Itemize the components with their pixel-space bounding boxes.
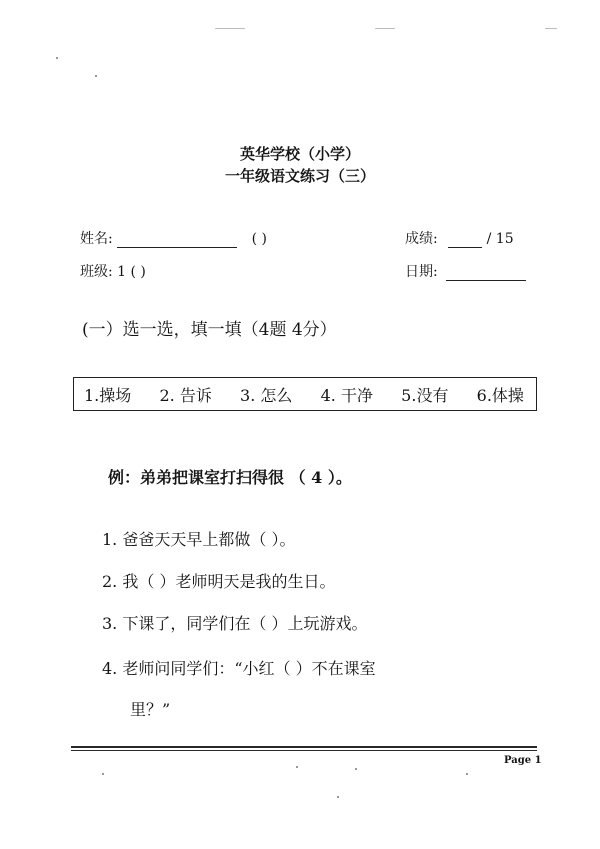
name-blank — [117, 247, 237, 248]
example-sentence: 例：弟弟把课室打扫得很 （ 4 ）。 — [108, 468, 352, 487]
word-bank-item: 1.操场 — [84, 385, 132, 405]
word-bank-item: 6.体操 — [476, 385, 524, 405]
scan-mark — [56, 57, 58, 59]
scan-mark — [355, 768, 357, 770]
word-bank — [73, 377, 537, 411]
footer-rule — [71, 746, 537, 748]
question-3: 3. 下课了，同学们在（ ）上玩游戏。 — [102, 614, 368, 633]
class-label: 班级: 1 ( ) — [80, 264, 146, 280]
question-1: 1. 爸爸天天早上都做（ ）。 — [102, 530, 296, 549]
date-blank — [446, 280, 526, 281]
scan-mark — [215, 28, 245, 29]
section-heading: (一）选一选，填一填（4题 4分） — [82, 320, 337, 340]
question-4-continuation: 里？” — [130, 700, 171, 719]
page-number: Page 1 — [504, 755, 542, 766]
scan-mark — [102, 773, 104, 775]
name-label: 姓名: — [80, 231, 113, 247]
word-bank-item: 4. 干净 — [320, 385, 373, 405]
scan-mark — [466, 773, 468, 775]
date-label: 日期: — [405, 264, 438, 280]
question-4: 4. 老师问同学们：“小红（ ）不在课室 — [102, 659, 376, 678]
footer-rule-thin — [71, 750, 537, 751]
scan-mark — [375, 28, 395, 29]
name-row — [80, 228, 267, 248]
word-bank-item: 3. 怎么 — [240, 385, 293, 405]
scan-mark — [337, 796, 339, 798]
name-paren: ( ) — [251, 231, 267, 247]
scan-mark — [296, 766, 298, 768]
question-2: 2. 我（ ）老师明天是我的生日。 — [102, 572, 336, 591]
school-title: 英华学校（小学） — [239, 145, 360, 163]
score-blank — [448, 247, 482, 248]
score-row — [405, 228, 514, 248]
date-row — [405, 261, 526, 281]
score-total: / 15 — [486, 231, 514, 247]
score-label: 成绩: — [405, 231, 438, 247]
word-bank-item: 5.没有 — [401, 385, 449, 405]
scan-mark — [545, 28, 557, 29]
word-bank-item: 2. 告诉 — [159, 385, 212, 405]
scan-mark — [95, 75, 97, 77]
worksheet-subtitle: 一年级语文练习（三） — [224, 167, 375, 185]
